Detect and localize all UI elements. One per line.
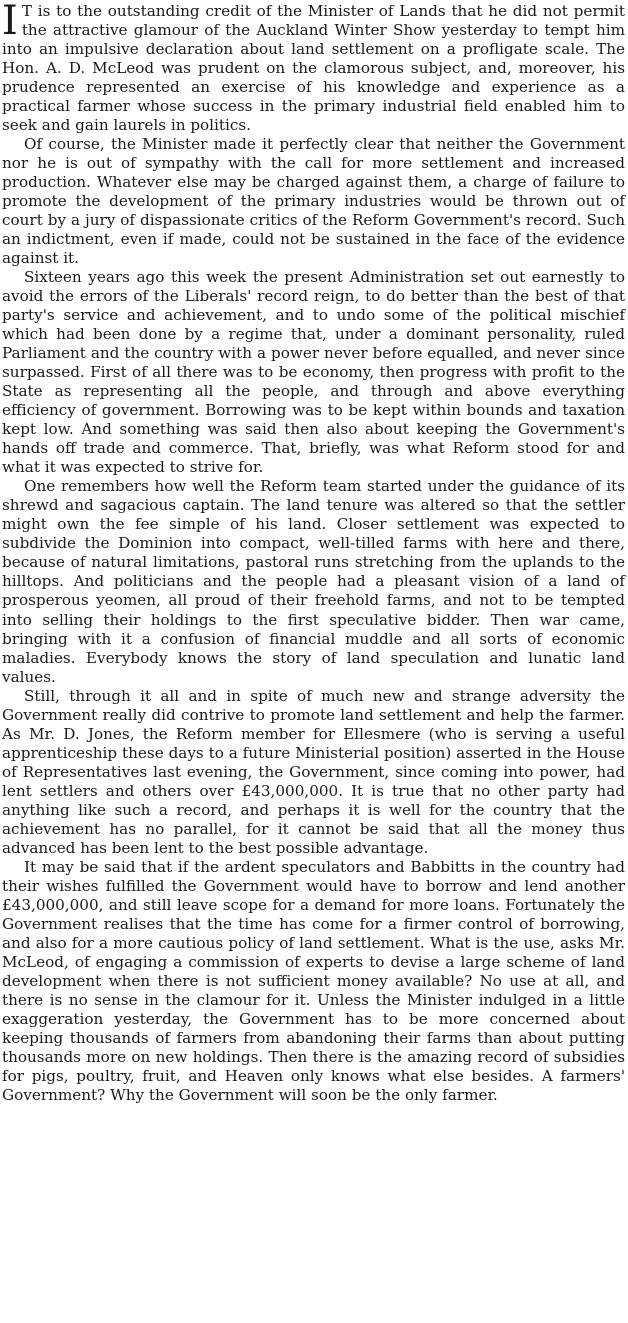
- article-paragraph-4: One remembers how well the Reform team started under the guidance of its shrewd and sagacious captain. The land tenure was altered so that the settler might own the fee simple of his land. Closer settlement was expected to subdivide the Dominion into compact, well-tilled farms with here and there, because of natural limitations, pastoral runs stretching from the uplands to the hilltops. And politicians and the people had a pleasant vision of a land of prosperous yeomen, all proud of their freehold farms, and not to be tempted into selling their holdings to the first speculative bidder. Then war came, bringing with it a confusion of financial muddle and all sorts of economic maladies. Everybody knows the story of land speculation and lunatic land values.: [2, 477, 625, 686]
- drop-cap-letter: I: [2, 0, 18, 44]
- article-paragraph-2: Of course, the Minister made it perfectly clear that neither the Government nor he is out of sympathy with the call for more settlement and increased production. Whatever else may be charged against them, a charge of failure to promote the development of the primary industries would be thrown out of court by a jury of dispassionate critics of the Reform Government's record. Such an indictment, even if made, could not be sustained in the face of the evidence against it.: [2, 135, 625, 268]
- article-paragraph-1-text: T is to the outstanding credit of the Minister of Lands that he did not permit the attractive glamour of the Auckland Winter Show yesterday to tempt him into an impulsive declaration about land settlement on a profligate scale. The Hon. A. D. McLeod was prudent on the clamorous subject, and, moreover, his prudence represented an exercise of his knowledge and experience as a practical farmer whose success in the primary industrial field enabled him to seek and gain laurels in politics.: [2, 2, 625, 135]
- article-paragraph-3: Sixteen years ago this week the present Administration set out earnestly to avoid the errors of the Liberals' record reign, to do better than the best of that party's service and achievement, and to undo some of the political mischief which had been done by a regime that, under a dominant personality, ruled Parliament and the country with a power never before equalled, and never since surpassed. First of all there was to be economy, then progress with profit to the State as representing all the people, and through and above everything efficiency of government. Borrowing was to be kept within bounds and taxation kept low. And something was said then also about keeping the Government's hands off trade and commerce. That, briefly, was what Reform stood for and what it was expected to strive for.: [2, 268, 625, 477]
- article-paragraph-6: It may be said that if the ardent speculators and Babbitts in the country had their wishes fulfilled the Government would have to borrow and lend another £43,000,000, and still leave scope for a demand for more loans. Fortunately the Government realises that the time has come for a firmer control of borrowing, and also for a more cautious policy of land settlement. What is the use, asks Mr. McLeod, of engaging a commission of experts to devise a large scheme of land development when there is not sufficient money available? No use at all, and there is no sense in the clamour for it. Unless the Minister indulged in a little exaggeration yesterday, the Government has to be more concerned about keeping thousands of farmers from abandoning their farms than about putting thousands more on new holdings. Then there is the amazing record of subsidies for pigs, poultry, fruit, and Heaven only knows what else besides. A farmers' Government? Why the Government will soon be the only farmer.: [2, 857, 625, 1104]
- article-paragraph-5: Still, through it all and in spite of much new and strange adversity the Government really did contrive to promote land settlement and help the farmer. As Mr. D. Jones, the Reform member for Ellesmere (who is serving a useful apprenticeship these days to a future Ministerial position) asserted in the House of Representatives last evening, the Government, since coming into power, had lent settlers and others over £43,000,000. It is true that no other party had anything like such a record, and perhaps it is well for the country that the achievement has no parallel, for it cannot be said that all the money thus advanced has been lent to the best possible advantage.: [2, 686, 625, 857]
- article-paragraph-1: [2, 2, 625, 135]
